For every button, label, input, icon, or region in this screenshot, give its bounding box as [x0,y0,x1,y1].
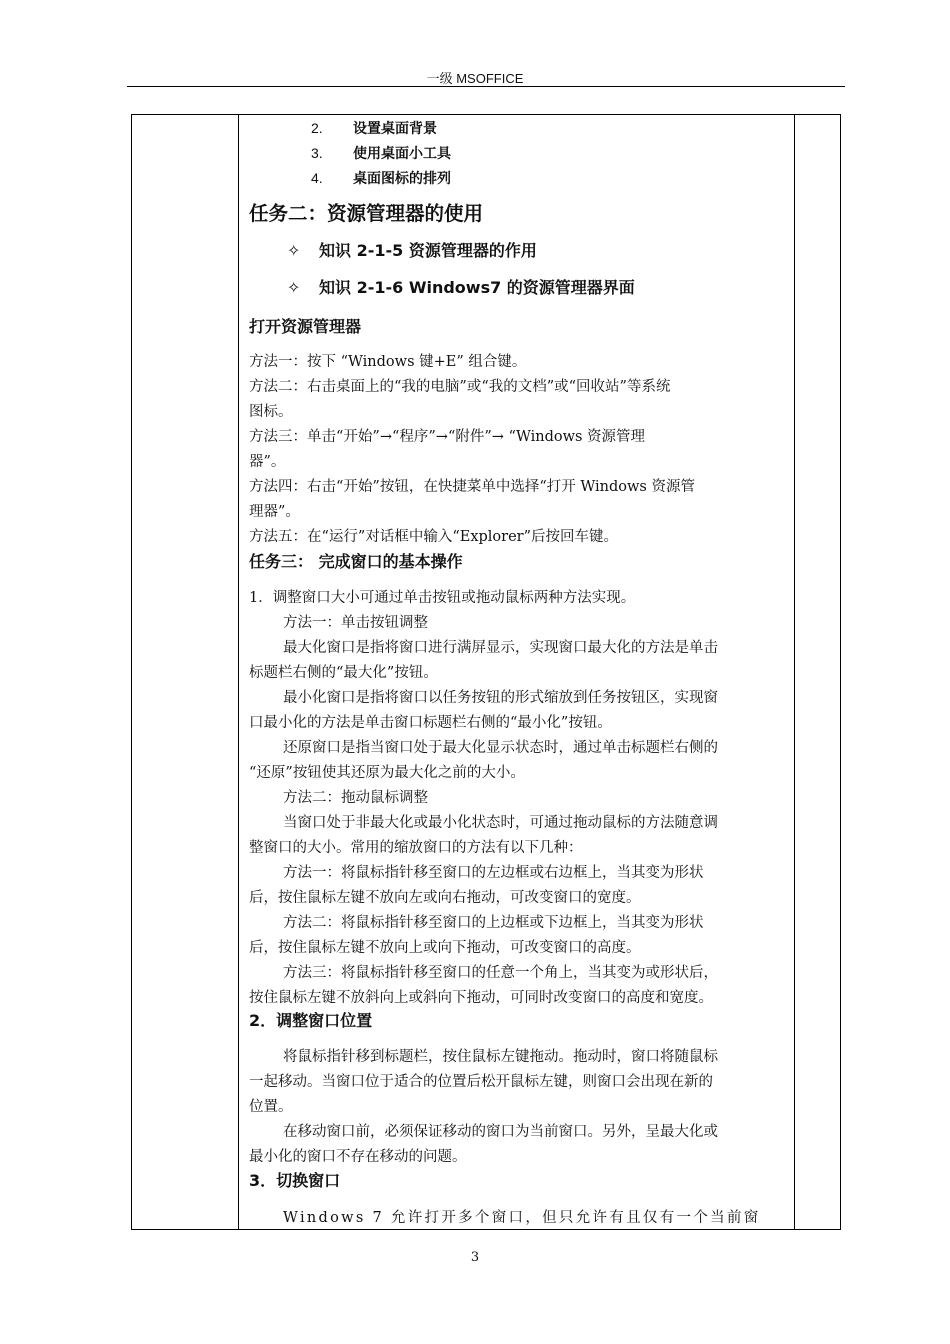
body-line: 位置。 [249,1099,293,1115]
body-line: 将鼠标指针移到标题栏，按住鼠标左键拖动。拖动时，窗口将随鼠标 [283,1049,718,1065]
list-item: 3. 使用桌面小工具 [311,145,451,162]
diamond-icon: ✧ [287,278,301,297]
diamond-icon: ✧ [287,241,301,260]
method-line: 方法二：右击桌面上的“我的电脑”或“我的文档”或“回收站”等系统 [249,379,671,395]
subsection-heading: 2．调整窗口位置 [249,1011,373,1030]
method-line: 方法四：右击“开始”按钮，在快捷菜单中选择“打开 Windows 资源管 [249,479,695,495]
body-line: 方法二：将鼠标指针移至窗口的上边框或下边框上，当其变为形状 [283,915,704,931]
list-item: 2. 设置桌面背景 [311,120,437,137]
body-line: 标题栏右侧的“最大化”按钮。 [249,665,438,681]
body-line: 按住鼠标左键不放斜向上或斜向下拖动，可同时改变窗口的高度和宽度。 [249,990,713,1006]
task2-heading: 任务二：资源管理器的使用 [249,202,484,225]
body-line: 方法一：单击按钮调整 [283,615,428,631]
body-line: 最小化窗口是指将窗口以任务按钮的形式缩放到任务按钮区，实现窗 [283,690,718,706]
task3-heading: 任务三： 完成窗口的基本操作 [249,552,463,571]
body-line: Windows 7 允许打开多个窗口，但只允许有且仅有一个当前窗 [283,1210,761,1226]
body-line: 在移动窗口前，必须保证移动的窗口为当前窗口。另外，呈最大化或 [283,1124,718,1140]
body-line: 后，按住鼠标左键不放向左或向右拖动，可改变窗口的宽度。 [249,890,641,906]
body-line: 最大化窗口是指将窗口进行满屏显示，实现窗口最大化的方法是单击 [283,640,718,656]
table-column-divider [238,115,239,1229]
method-line: 理器”。 [249,504,300,520]
page-header: 一级 MSOFFICE [426,71,524,86]
body-line: 还原窗口是指当窗口处于最大化显示状态时，通过单击标题栏右侧的 [283,740,718,756]
body-line: 1．调整窗口大小可通过单击按钮或拖动鼠标两种方法实现。 [249,590,636,606]
method-line: 器”。 [249,454,286,470]
knowledge-item: ✧ 知识 2-1-5 资源管理器的作用 [287,241,537,260]
table-column-divider [794,115,795,1229]
method-line: 图标。 [249,404,293,420]
method-line: 方法五：在“运行”对话框中输入“Explorer”后按回车键。 [249,529,619,545]
body-line: 整窗口的大小。常用的缩放窗口的方法有以下几种： [249,840,583,856]
method-line: 方法三：单击“开始”→“程序”→“附件”→ “Windows 资源管理 [249,429,646,445]
method-line: 方法一：按下 “Windows 键+E” 组合键。 [249,354,527,370]
body-line: 方法三：将鼠标指针移至窗口的任意一个角上，当其变为或形状后， [283,965,718,981]
subsection-heading: 3．切换窗口 [249,1171,341,1190]
body-line: 口最小化的方法是单击窗口标题栏右侧的“最小化”按钮。 [249,715,612,731]
open-explorer-heading: 打开资源管理器 [249,317,362,336]
knowledge-item: ✧ 知识 2-1-6 Windows7 的资源管理器界面 [287,278,635,297]
header-rule [127,86,845,87]
page-number: 3 [470,1250,480,1265]
body-line: 最小化的窗口不存在移动的问题。 [249,1149,467,1165]
list-item: 4. 桌面图标的排列 [311,170,451,187]
body-line: 一起移动。当窗口位于适合的位置后松开鼠标左键，则窗口会出现在新的 [249,1074,713,1090]
body-line: 方法二：拖动鼠标调整 [283,790,428,806]
body-line: 当窗口处于非最大化或最小化状态时，可通过拖动鼠标的方法随意调 [283,815,718,831]
body-line: 方法一：将鼠标指针移至窗口的左边框或右边框上，当其变为形状 [283,865,704,881]
body-line: 后，按住鼠标左键不放向上或向下拖动，可改变窗口的高度。 [249,940,641,956]
body-line: “还原”按钮使其还原为最大化之前的大小。 [249,765,525,781]
